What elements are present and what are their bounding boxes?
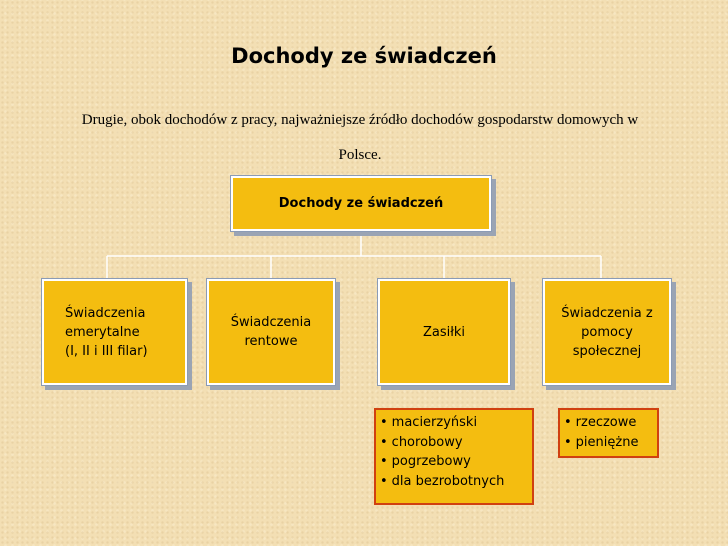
node-swiadczenia-emerytalne [42,279,187,385]
root-node-label: Dochody ze świadczeń [278,196,444,211]
page-title: Dochody ze świadczeń [231,44,497,68]
node-rentowe-line-1: Świadczenia [230,315,312,330]
list-item: • rzeczowe [564,413,657,433]
node-rentowe-line-2: rentowe [244,334,298,349]
node-emerytalne-line-2: emerytalne [65,324,140,340]
node-swiadczenia-pomocy-spolecznej [543,279,671,385]
list-item: • chorobowy [380,433,532,453]
node-pomoc-line-3: społecznej [572,343,642,359]
node-zasilki-label: Zasiłki [422,324,466,340]
list-item: • pieniężne [564,433,657,453]
zasilki-list [374,408,534,505]
page-subtitle: Drugie, obok dochodów z pracy, najważniejsze źródło dochodów gospodarstw domowych w Polsce. [81,112,639,163]
node-zasilki [378,279,510,385]
pomoc-list [558,408,659,458]
node-pomoc-line-2: pomocy [581,324,633,340]
list-item: • macierzyński [380,413,532,433]
node-emerytalne-line-1: Świadczenia [65,305,146,321]
node-emerytalne-line-3: (I, II i III filar) [65,343,148,359]
list-item: • pogrzebowy [380,452,532,472]
node-pomoc-line-1: Świadczenia z [561,305,653,321]
list-item: • dla bezrobotnych [380,472,532,492]
node-swiadczenia-rentowe [207,279,335,385]
root-node [231,176,491,231]
